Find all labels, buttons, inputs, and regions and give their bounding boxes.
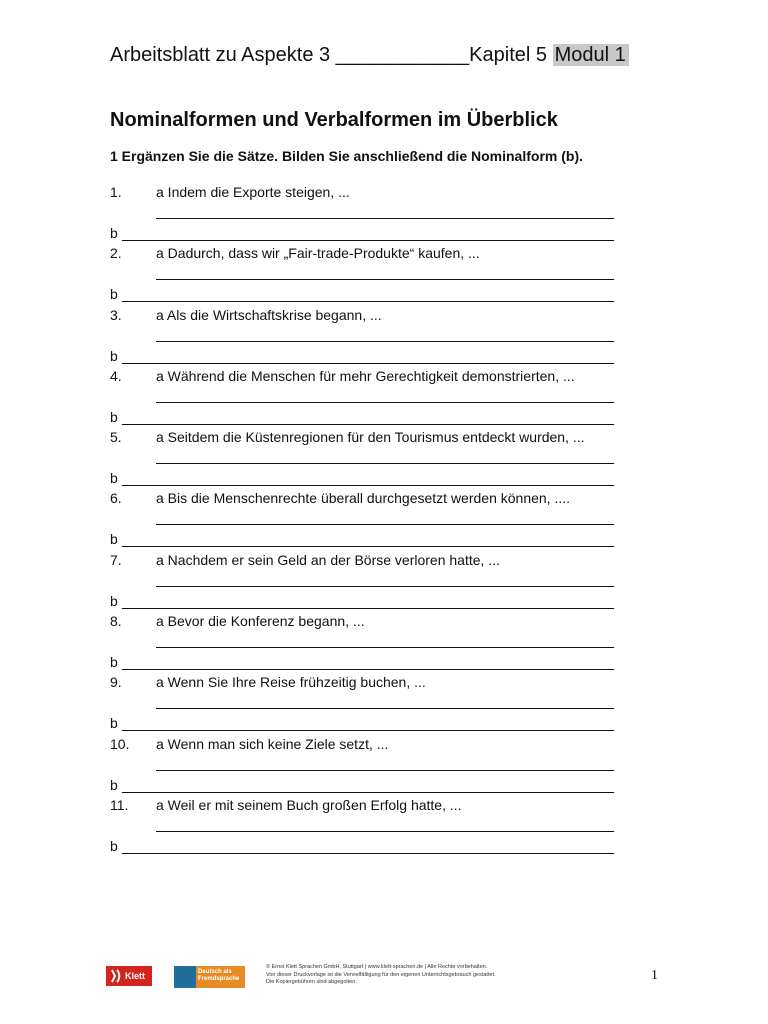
exercise-item (110, 368, 650, 429)
answer-line-b[interactable] (122, 669, 614, 670)
answer-line-b[interactable] (122, 363, 614, 364)
item-prompt: a Wenn man sich keine Ziele setzt, ... (156, 735, 389, 752)
answer-line-b[interactable] (122, 240, 614, 241)
daf-logo (174, 966, 245, 988)
item-number: 8. (110, 613, 122, 630)
item-b-label: b (110, 347, 118, 364)
worksheet-header (110, 43, 629, 67)
answer-line-a[interactable] (156, 341, 614, 342)
answer-line-b[interactable] (122, 424, 614, 425)
answer-line-a[interactable] (156, 524, 614, 525)
answer-line-b[interactable] (122, 730, 614, 731)
item-prompt: a Bis die Menschenrechte überall durchgesetzt werden können, .... (156, 490, 571, 507)
item-number: 9. (110, 674, 122, 691)
item-number: 11. (110, 796, 129, 813)
exercise-item (110, 490, 650, 551)
exercise-item (110, 245, 650, 306)
item-b-label: b (110, 531, 118, 548)
item-number: 3. (110, 306, 122, 323)
item-b-label: b (110, 225, 118, 241)
item-b-label: b (110, 715, 118, 732)
exercise-item (110, 613, 650, 674)
item-prompt: a Weil er mit seinem Buch großen Erfolg hatte, ... (156, 796, 462, 813)
item-number: 1. (110, 184, 122, 200)
item-prompt: a Wenn Sie Ihre Reise frühzeitig buchen, ... (156, 674, 426, 691)
page-title: Nominalformen und Verbalformen im Überblick (110, 109, 558, 131)
klett-logo-icon (109, 968, 123, 986)
item-prompt: a Als die Wirtschaftskrise begann, ... (156, 306, 382, 323)
exercise-item (110, 307, 650, 368)
answer-line-a[interactable] (156, 279, 614, 280)
item-number: 5. (110, 429, 122, 446)
answer-line-a[interactable] (156, 708, 614, 709)
item-b-label: b (110, 837, 118, 854)
answer-line-b[interactable] (122, 546, 614, 547)
header-text: Arbeitsblatt zu Aspekte 3 ____________Kapitel 5 (110, 44, 553, 66)
answer-line-a[interactable] (156, 218, 614, 219)
item-prompt: a Während die Menschen für mehr Gerechtigkeit demonstrierten, ... (156, 367, 575, 384)
answer-line-a[interactable] (156, 402, 614, 403)
exercise-item (110, 797, 650, 858)
answer-line-b[interactable] (122, 485, 614, 486)
item-b-label: b (110, 654, 118, 671)
exercise-item (110, 674, 650, 735)
item-prompt: a Indem die Exporte steigen, ... (156, 184, 350, 200)
item-b-label: b (110, 470, 118, 487)
answer-line-a[interactable] (156, 586, 614, 587)
answer-line-b[interactable] (122, 853, 614, 854)
copyright-notice: © Ernst Klett Sprachen GmbH, Stuttgart | www.klett-sprachen.de | Alle Rechte vorbehalten. Von dieser Druckvorlage ist die Vervielfältigung für den eigenen Unterrichtsgebrauch gestattet. Die Kopiergebühren sind abgegolten. (266, 964, 496, 985)
task-instruction: 1 Ergänzen Sie die Sätze. Bilden Sie anschließend die Nominalform (b). (110, 148, 583, 164)
exercise-item (110, 552, 650, 613)
item-number: 6. (110, 490, 122, 507)
daf-logo-text: Deutsch als Fremdsprache (196, 966, 245, 988)
item-number: 7. (110, 551, 122, 568)
exercise-item (110, 736, 650, 797)
item-b-label: b (110, 286, 118, 303)
page-number: 1 (651, 968, 658, 983)
klett-logo-text: Klett (125, 971, 145, 981)
item-prompt: a Nachdem er sein Geld an der Börse verloren hatte, ... (156, 551, 500, 568)
item-number: 10. (110, 735, 130, 752)
item-number: 4. (110, 367, 122, 384)
answer-line-a[interactable] (156, 831, 614, 832)
answer-line-a[interactable] (156, 770, 614, 771)
item-b-label: b (110, 592, 118, 609)
exercise-list (110, 184, 650, 858)
answer-line-b[interactable] (122, 608, 614, 609)
item-prompt: a Dadurch, dass wir „Fair-trade-Produkte“ kaufen, ... (156, 245, 480, 262)
modul-badge: Modul 1 (553, 44, 629, 66)
exercise-item (110, 429, 650, 490)
item-prompt: a Seitdem die Küstenregionen für den Tourismus entdeckt wurden, ... (156, 429, 585, 446)
item-number: 2. (110, 245, 122, 262)
answer-line-a[interactable] (156, 463, 614, 464)
answer-line-b[interactable] (122, 301, 614, 302)
exercise-item (110, 184, 650, 245)
item-b-label: b (110, 408, 118, 425)
item-b-label: b (110, 776, 118, 793)
answer-line-b[interactable] (122, 792, 614, 793)
klett-logo (106, 966, 152, 986)
item-prompt: a Bevor die Konferenz begann, ... (156, 613, 365, 630)
answer-line-a[interactable] (156, 647, 614, 648)
